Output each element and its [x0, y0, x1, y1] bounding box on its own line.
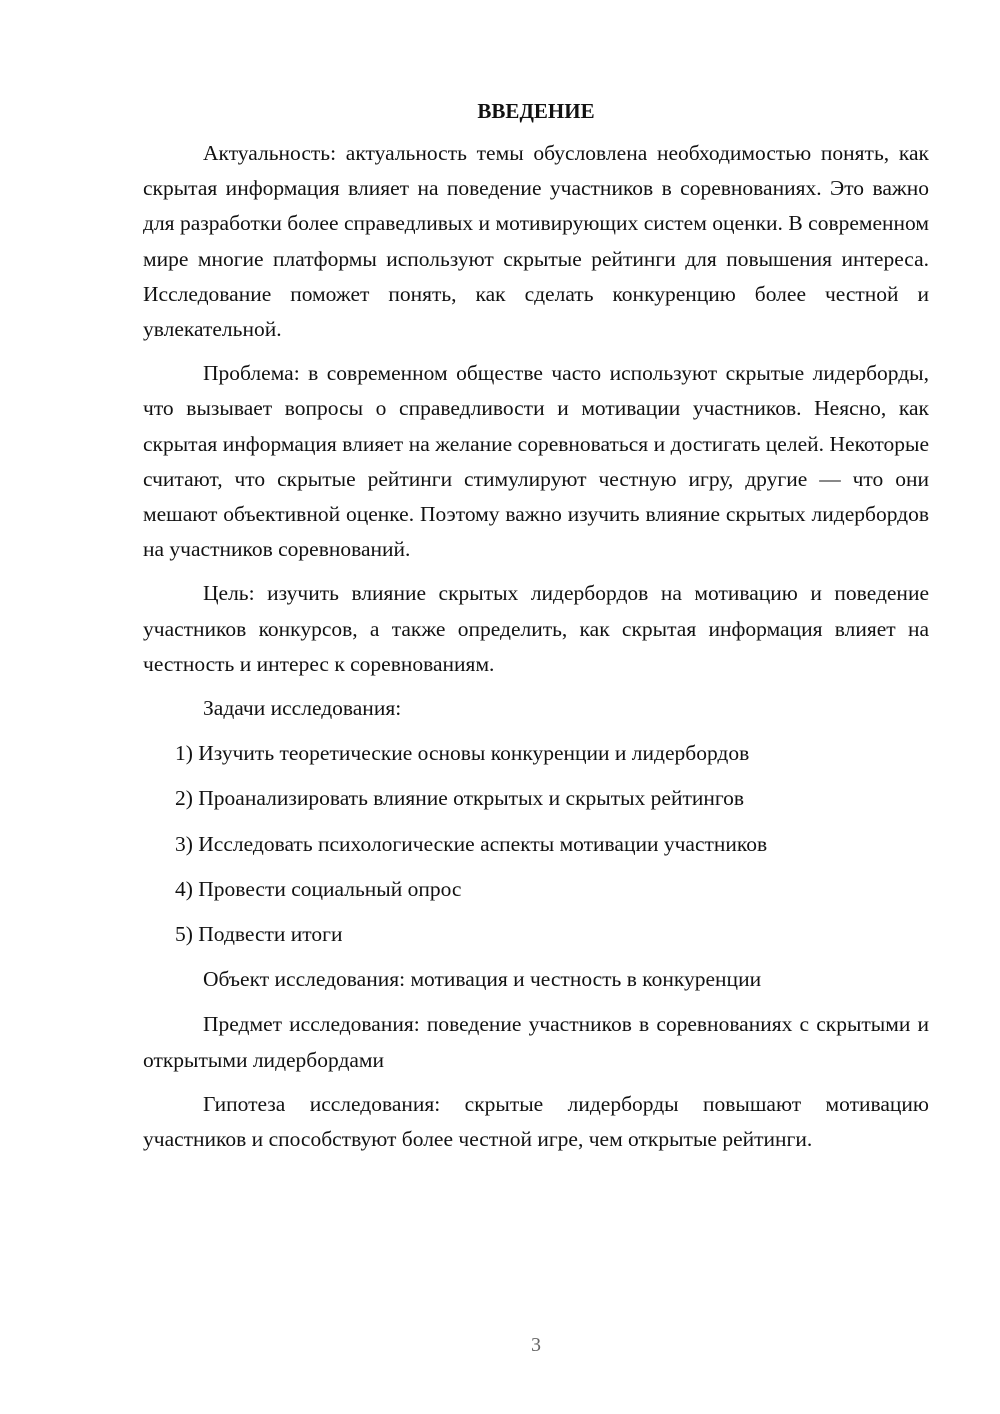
relevance-paragraph: Актуальность: актуальность темы обусловлена необходимостью понять, как скрытая информация влияет на поведение участников в соревнованиях. Это важно для разработки более справедливых и мотивирующих систем оценки. В современном мире многие платформы используют скрытые рейтинги для повышения интереса. Исследование поможет понять, как сделать конкуренцию более честной и увлекательной.: [143, 141, 929, 342]
page-number: 3: [531, 1334, 541, 1356]
goal-paragraph: Цель: изучить влияние скрытых лидербордов на мотивацию и поведение участников конкурсов, а также определить, как скрытая информация влияет на честность и интерес к соревнованиям.: [143, 581, 929, 676]
object-paragraph: Объект исследования: мотивация и честность в конкуренции: [203, 967, 762, 992]
hypothesis-paragraph: Гипотеза исследования: скрытые лидерборды повышают мотивацию участников и способствуют более честной игре, чем открытые рейтинги.: [143, 1091, 929, 1152]
list-item: 3) Исследовать психологические аспекты мотивации участников: [175, 831, 768, 856]
list-item: 4) Провести социальный опрос: [175, 876, 462, 901]
list-item: 5) Подвести итоги: [175, 922, 343, 947]
document-page: [143, 96, 929, 1166]
list-item: 1) Изучить теоретические основы конкуренции и лидербордов: [175, 741, 750, 766]
tasks-heading: Задачи исследования:: [203, 696, 402, 721]
list-item: 2) Проанализировать влияние открытых и скрытых рейтингов: [175, 786, 745, 811]
problem-paragraph: Проблема: в современном обществе часто используют скрытые лидерборды, что вызывает вопросы о справедливости и мотивации участников. Неясно, как скрытая информация влияет на желание соревноваться и достигать целей. Некоторые считают, что скрытые рейтинги стимулируют честную игру, другие — что они мешают объективной оценке. Поэтому важно изучить влияние скрытых лидербордов на участников соревнований.: [143, 361, 929, 562]
section-title: ВВЕДЕНИЕ: [477, 99, 595, 123]
tasks-list: [143, 736, 929, 952]
subject-paragraph: Предмет исследования: поведение участников в соревнованиях с скрытыми и открытыми лидербордами: [143, 1012, 929, 1072]
